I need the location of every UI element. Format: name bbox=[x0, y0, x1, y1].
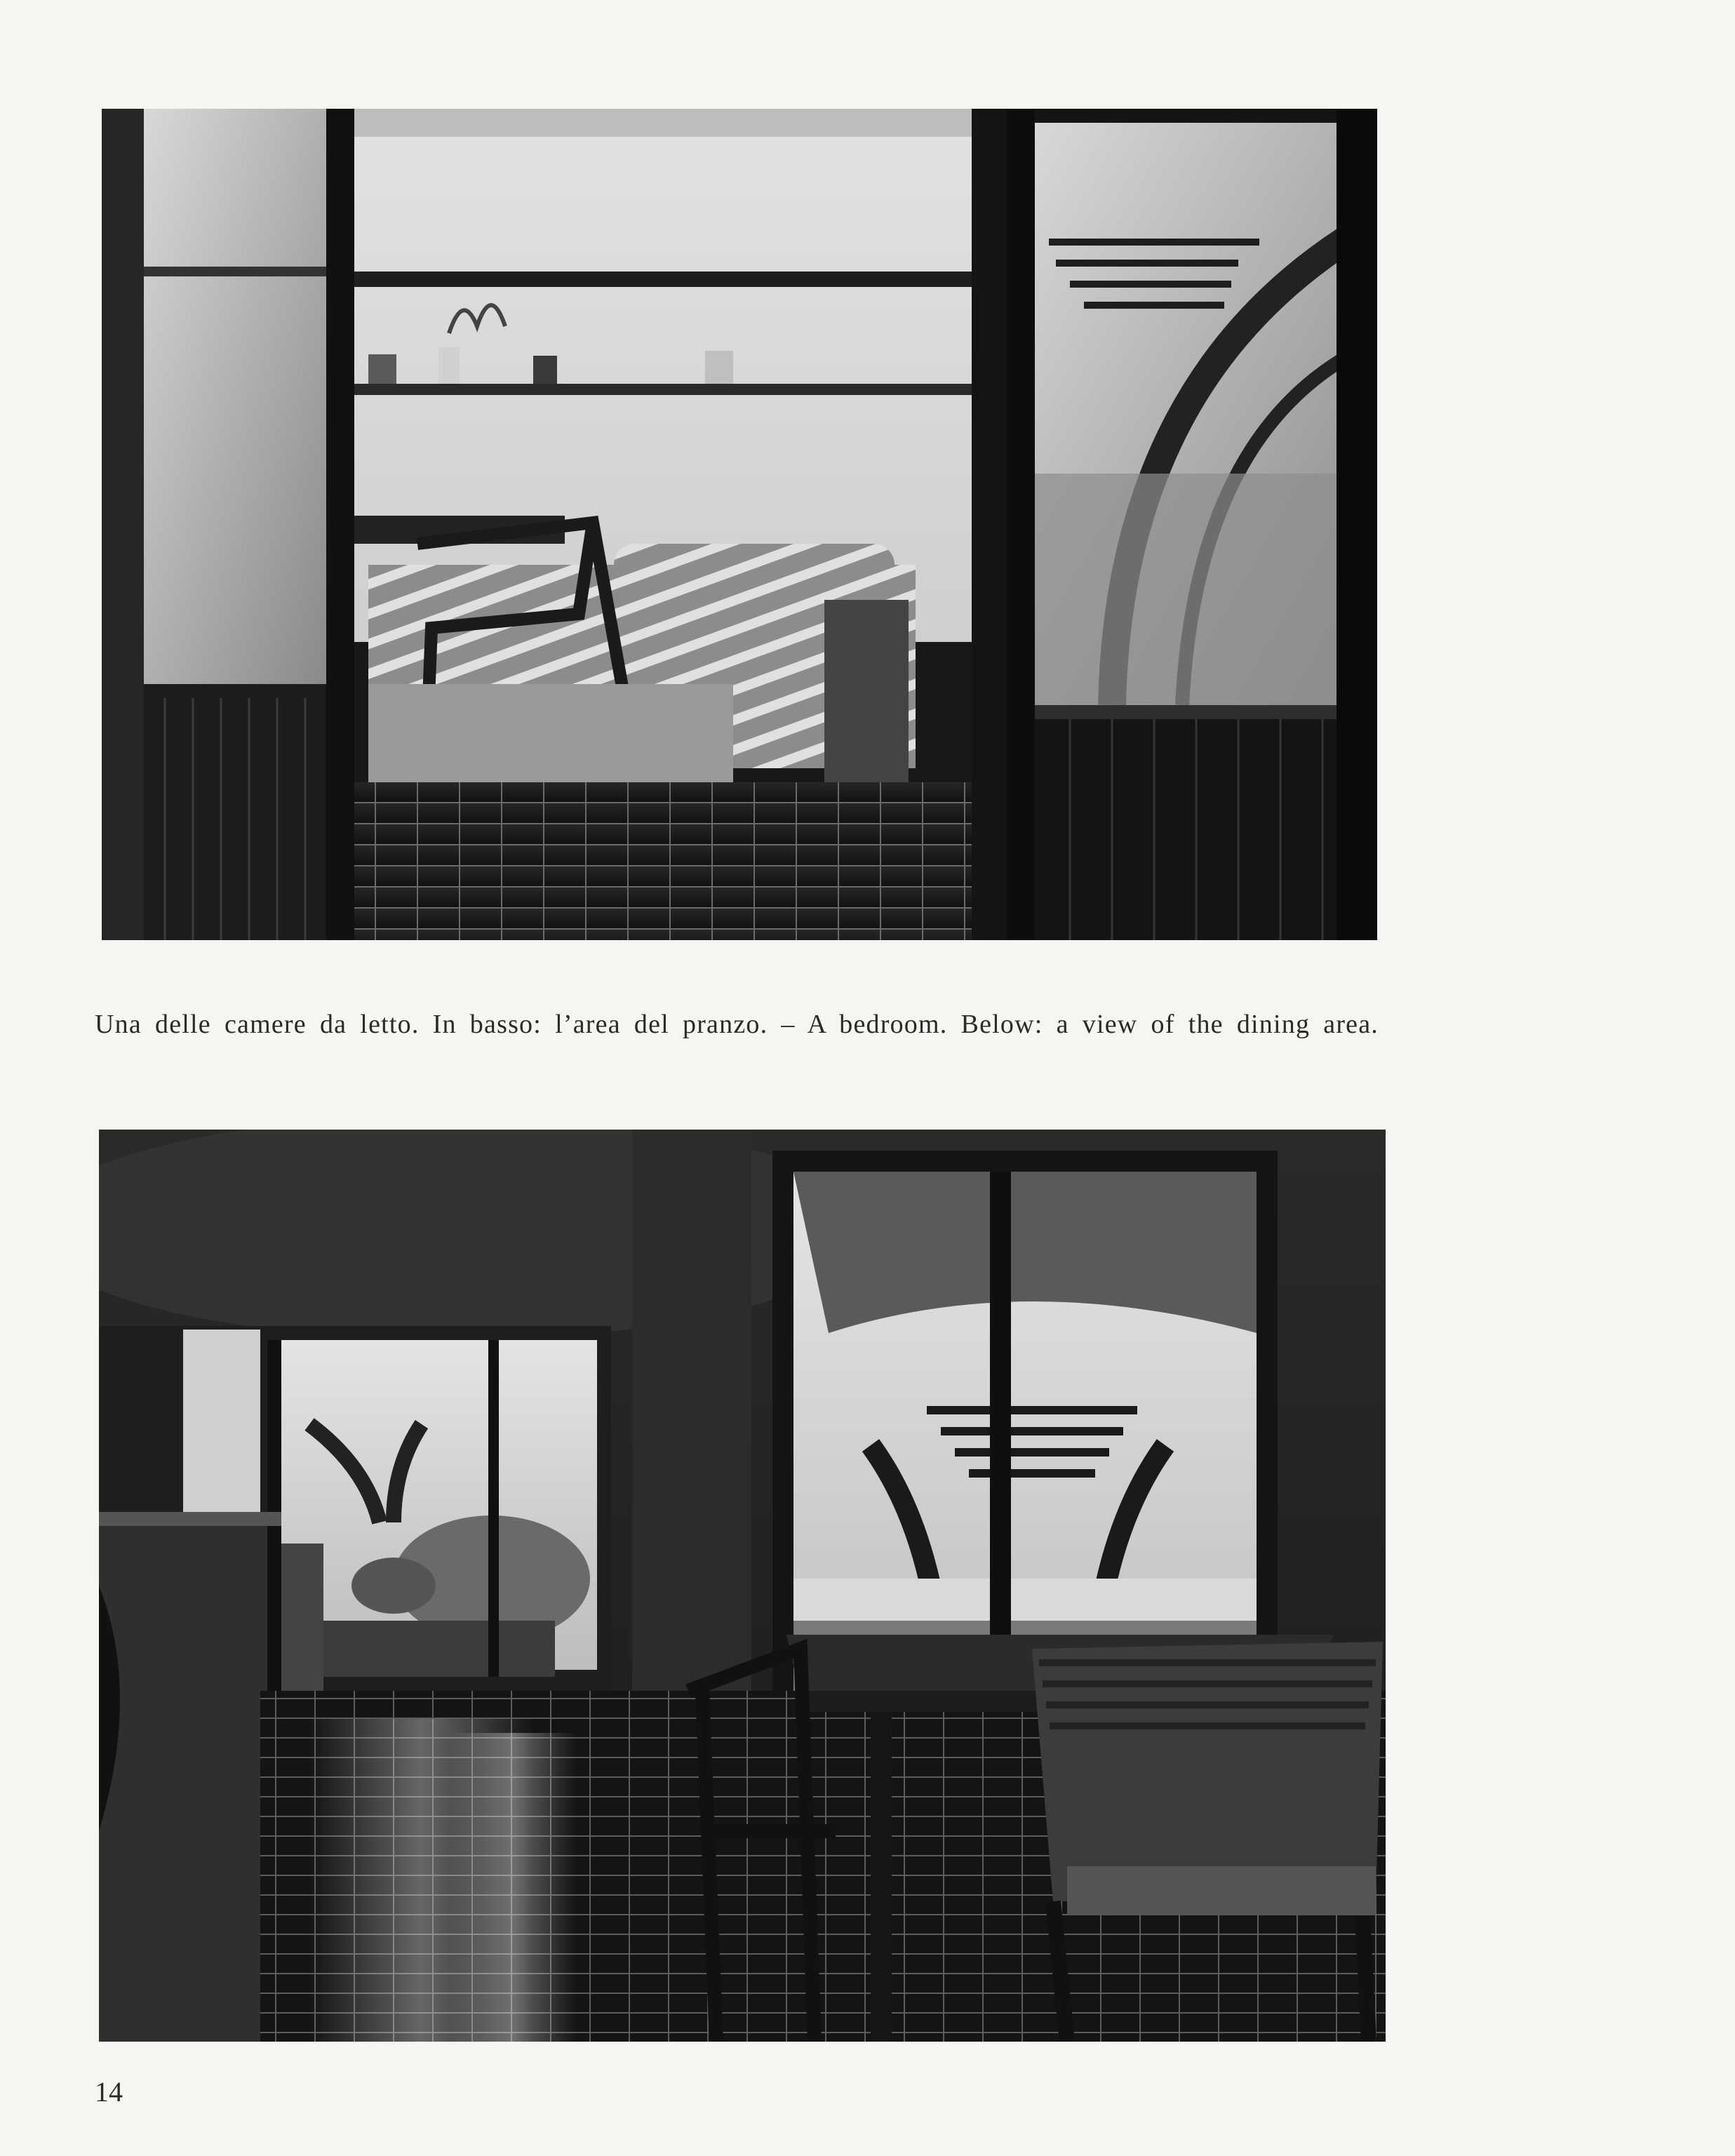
photo-caption: Una delle camere da letto. In basso: l’area del pranzo. – A bedroom. Below: a view of the dining area. bbox=[95, 1010, 1379, 1039]
dining-area-photo bbox=[99, 1130, 1386, 2042]
dining-area-photo-image bbox=[99, 1130, 1386, 2042]
bedroom-photo bbox=[102, 109, 1377, 940]
page-number: 14 bbox=[95, 2076, 123, 2108]
bedroom-photo-image bbox=[102, 109, 1377, 940]
